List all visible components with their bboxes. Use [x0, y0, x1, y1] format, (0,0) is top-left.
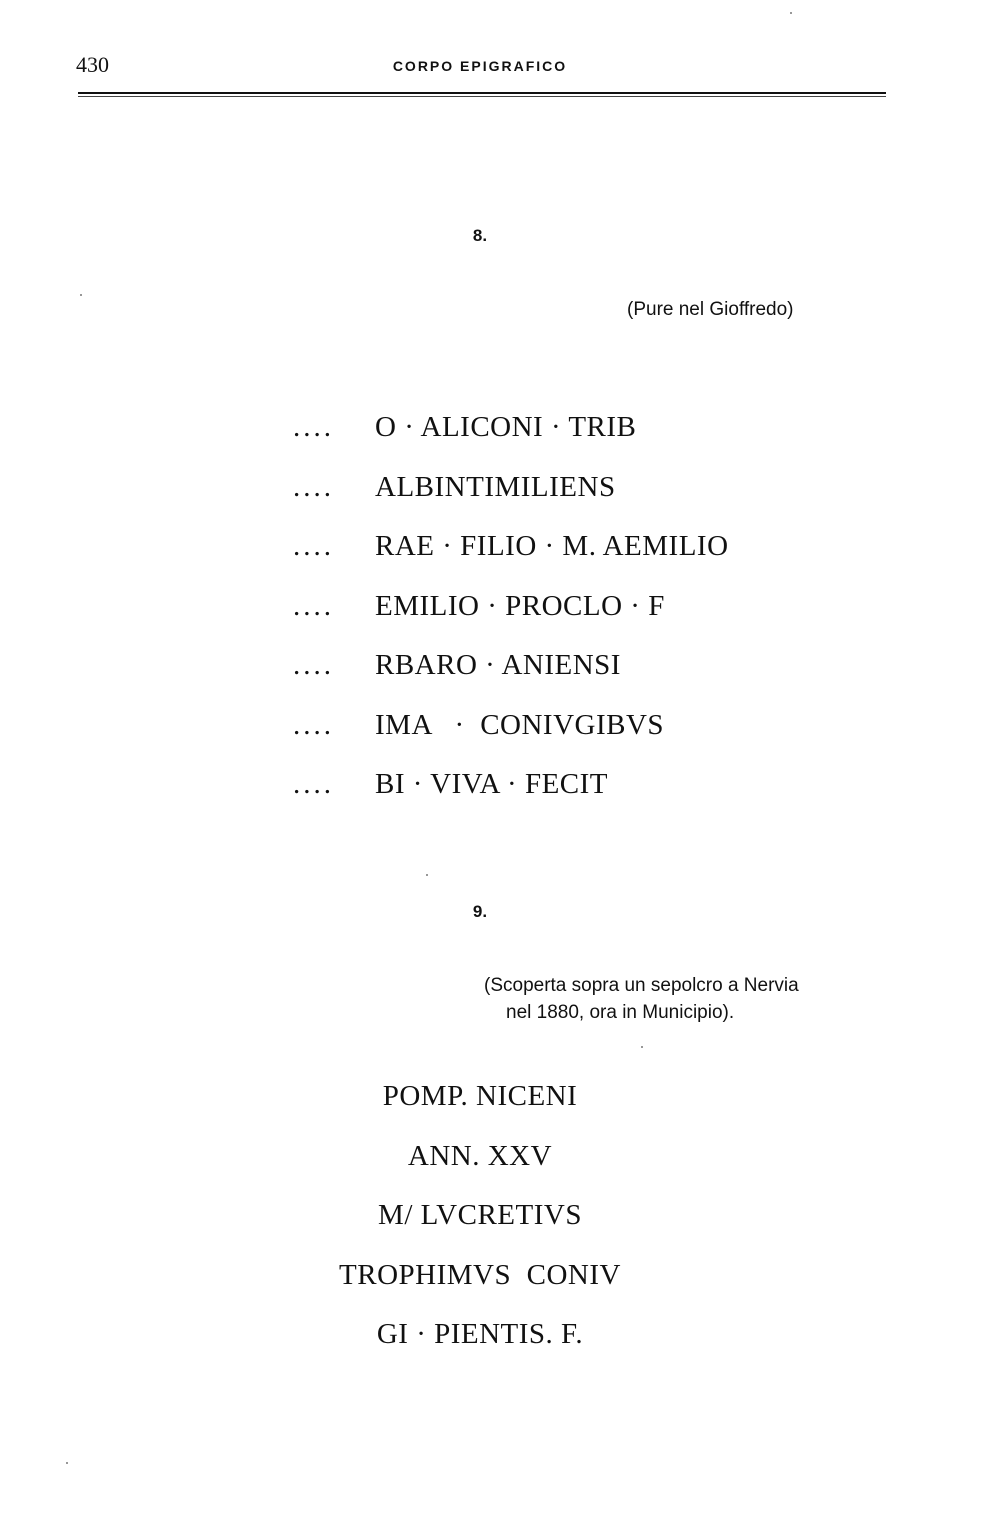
inscription-9-note [484, 972, 884, 1026]
header-rule-thin [78, 96, 886, 97]
inscription-line [262, 616, 729, 681]
inscription-line-text: RAE · FILIO · M. AEMILIO [375, 530, 729, 562]
inscription-line [262, 557, 729, 622]
inscription-line: ANN. XXV [407, 1139, 553, 1172]
inscription-8-number: 8. [472, 226, 488, 245]
inscription-line [262, 497, 729, 562]
page-number: 430 [76, 52, 109, 77]
scan-speck [80, 294, 82, 296]
inscription-line: GI · PIENTIS. F. [376, 1318, 584, 1350]
lacuna-dots: .... [293, 411, 334, 443]
inscription-line: TROPHIMVS CONIV [339, 1258, 621, 1291]
inscription-9-text [0, 1080, 960, 1378]
inscription-line [262, 735, 729, 800]
lacuna-dots: .... [293, 589, 334, 622]
note-line: (Scoperta sopra un sepolcro a Nervia [484, 975, 799, 996]
lacuna-dots: .... [293, 470, 334, 503]
inscription-line-text: IMA · CONIVGIBVS [375, 708, 665, 741]
inscription-line-text: BI · VIVA · FECIT [375, 768, 608, 800]
scan-speck [426, 874, 428, 876]
scan-speck [641, 1046, 643, 1048]
inscription-line-text: RBARO · ANIENSI [375, 649, 621, 681]
inscription-line [262, 438, 729, 503]
inscription-8-note: (Pure nel Gioffredo) [627, 299, 794, 320]
lacuna-dots: .... [293, 708, 334, 741]
inscription-line: M/ LVCRETIVS [378, 1199, 582, 1231]
lacuna-dots: .... [293, 649, 334, 681]
inscription-line-text: EMILIO · PROCLO · F [375, 589, 665, 622]
scan-speck [66, 1462, 68, 1464]
inscription-line-text: O · ALICONI · TRIB [375, 411, 637, 443]
note-line: nel 1880, ora in Municipio). [506, 1002, 735, 1023]
header-rule [78, 92, 886, 94]
inscription-line-text: ALBINTIMILIENS [375, 470, 616, 503]
inscription-line [262, 676, 729, 741]
lacuna-dots: .... [293, 768, 334, 800]
running-head: CORPO EPIGRAFICO [392, 58, 568, 74]
lacuna-dots: .... [293, 530, 334, 562]
inscription-line [262, 378, 729, 443]
scan-speck [790, 12, 792, 14]
inscription-8-text [262, 378, 729, 800]
inscription-line: POMP. NICENI [382, 1080, 578, 1112]
inscription-9-number: 9. [472, 902, 488, 921]
